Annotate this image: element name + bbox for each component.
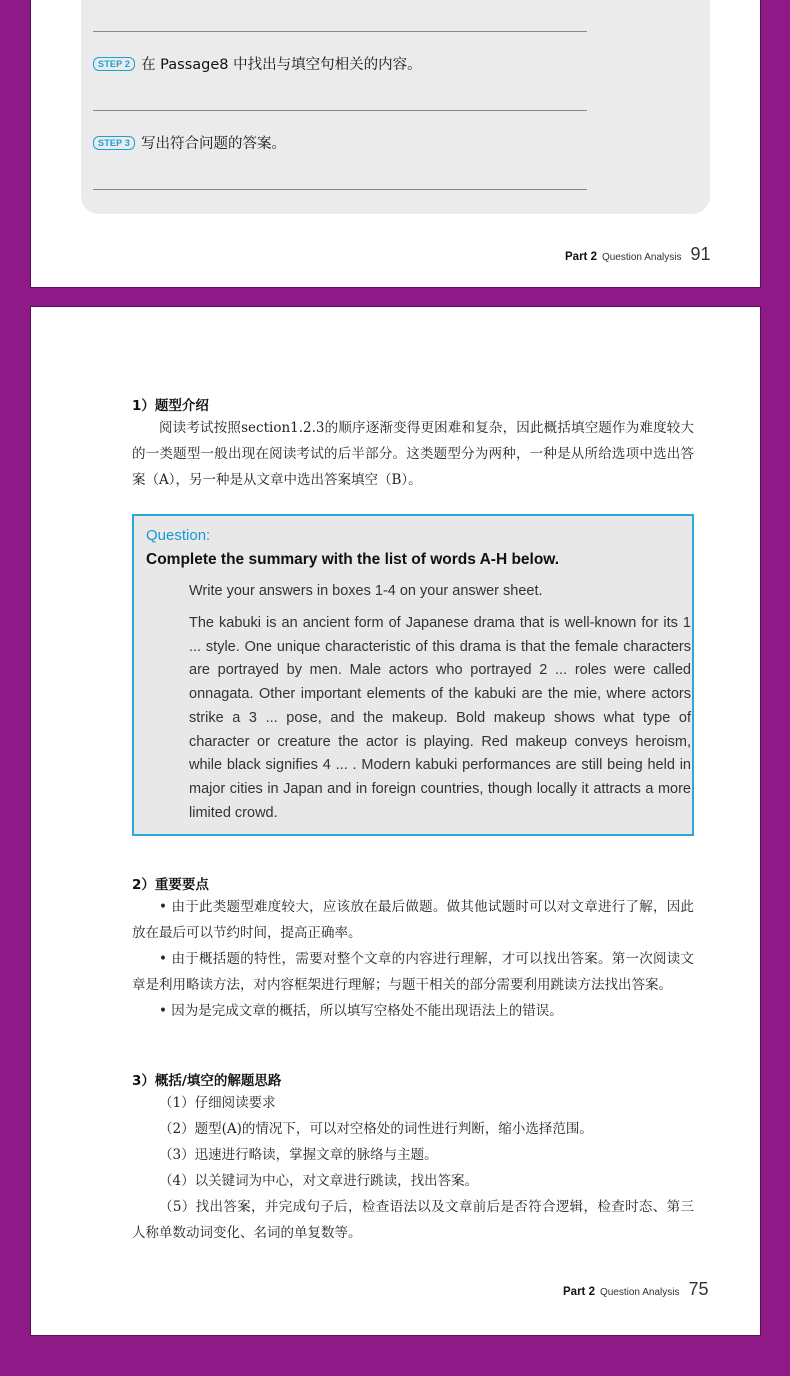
question-box: [132, 514, 694, 836]
page-footer: [565, 244, 711, 265]
key-point: • 由于概括题的特性，需要对整个文章的内容进行理解，才可以找出答案。第一次阅读文章是利用略读方法，对内容框架进行理解；与题干相关的部分需要利用跳读方法找出答案。: [132, 951, 694, 993]
page-number: 91: [690, 244, 711, 264]
solution-step: （4）以关键词为中心，对文章进行跳读，找出答案。: [159, 1173, 479, 1189]
step-badge: STEP 3: [93, 136, 135, 150]
solution-step: （5）找出答案，并完成句子后，检查语法以及文章前后是否符合逻辑，检查时态、第三人称单数动词变化、名词的单复数等。: [132, 1199, 694, 1241]
page-bottom: [30, 306, 761, 1336]
step-badge: STEP 2: [93, 57, 135, 71]
section-heading: 1）题型介绍: [132, 398, 209, 414]
section-intro: [132, 415, 694, 493]
footer-title: Question Analysis: [601, 252, 682, 263]
answer-line: [93, 110, 587, 111]
step-text: 写出符合问题的答案。: [141, 136, 287, 152]
question-instruction: Write your answers in boxes 1-4 on your answer sheet.: [189, 583, 543, 599]
footer-title: Question Analysis: [599, 1287, 680, 1298]
answer-line: [93, 31, 587, 32]
solution-step: （2）题型(A)的情况下，可以对空格处的词性进行判断，缩小选择范围。: [159, 1121, 593, 1137]
page-top: [30, 0, 761, 288]
solution-steps: [132, 1090, 694, 1246]
solution-step: （3）迅速进行略读，掌握文章的脉络与主题。: [159, 1147, 438, 1163]
question-passage: The kabuki is an ancient form of Japanese drama that is well-known for its 1 ... style. One unique characteristic of this drama is that the female characters are portrayed by men. Male actors who portrayed 2 ... roles were called onnagata. Other important elements of the kabuki are the mie, where actors strike a 3 ... pose, and the makeup. Bold makeup shows what type of character or creature the actor is playing. Red makeup conveys heroism, while black signifies 4 ... . Modern kabuki performances are still being held in major cities in Japan and in foreign countries, though locally it attracts a more limited crowd.: [189, 615, 691, 821]
solution-step: （1）仔细阅读要求: [159, 1095, 276, 1111]
key-point: • 因为是完成文章的概括，所以填写空格处不能出现语法上的错误。: [159, 1003, 563, 1019]
steps-box: [81, 0, 710, 214]
step-2-row: [93, 53, 422, 74]
key-point: • 由于此类题型难度较大，应该放在最后做题。做其他试题时可以对文章进行了解，因此放在最后可以节约时间，提高正确率。: [132, 899, 694, 941]
answer-line: [93, 189, 587, 190]
key-points: [132, 894, 694, 1024]
section-heading: 2）重要要点: [132, 877, 209, 893]
page-footer: [563, 1279, 709, 1300]
question-label: Question:: [146, 527, 211, 544]
page-number: 75: [688, 1279, 709, 1299]
step-3-row: [93, 132, 286, 153]
footer-part: Part 2: [563, 1286, 595, 1298]
section-heading: 3）概括/填空的解题思路: [132, 1073, 282, 1089]
intro-paragraph: 阅读考试按照section1.2.3的顺序逐渐变得更困难和复杂，因此概括填空题作为难度较大的一类题型一般出现在阅读考试的后半部分。这类题型分为两种，一种是从所给选项中选出答案（A），另一种是从文章中选出答案填空（B）。: [132, 420, 694, 488]
question-title: Complete the summary with the list of words A-H below.: [146, 551, 560, 568]
footer-part: Part 2: [565, 251, 597, 263]
step-text: 在 Passage8 中找出与填空句相关的内容。: [141, 57, 422, 73]
